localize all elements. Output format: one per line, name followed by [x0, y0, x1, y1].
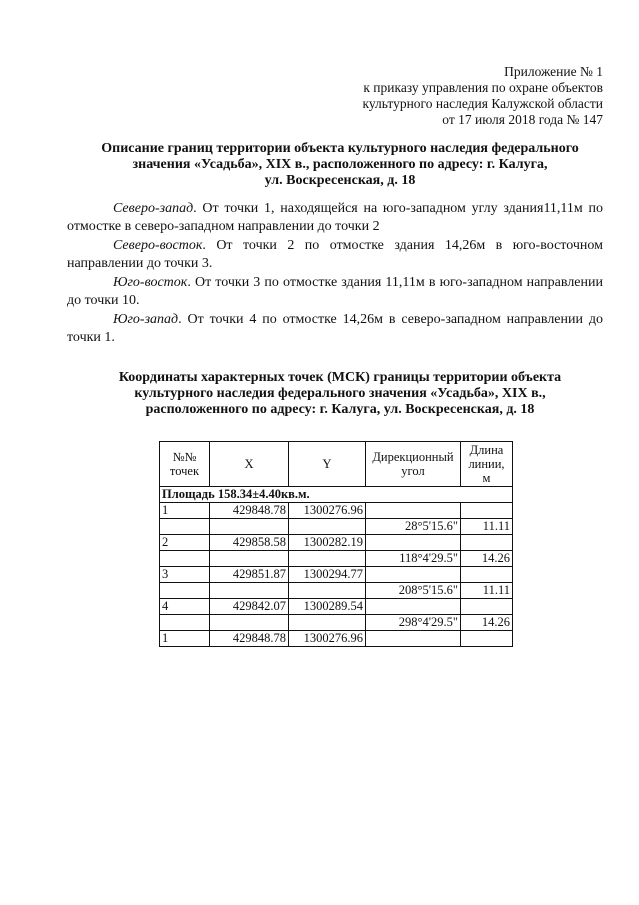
segment-angle: 118°4'29.5" — [366, 551, 461, 567]
point-number: 2 — [160, 535, 210, 551]
point-row — [160, 567, 513, 583]
point-length-empty — [461, 599, 513, 615]
point-y: 1300282.19 — [289, 535, 366, 551]
segment-row — [160, 519, 513, 535]
point-length-empty — [461, 503, 513, 519]
description-title-line: ул. Воскресенская, д. 18 — [264, 173, 416, 188]
header-y: Y — [289, 442, 366, 487]
segment-length: 11.11 — [461, 583, 513, 599]
point-length-empty — [461, 535, 513, 551]
segment-number-empty — [160, 615, 210, 631]
annex-header — [362, 64, 603, 128]
annex-order-ref: к приказу управления по охране объектов — [363, 80, 603, 95]
segment-length: 11.11 — [461, 519, 513, 535]
coordinates-title-line: Координаты характерных точек (МСК) границы территории объекта — [118, 370, 562, 385]
boundary-description — [67, 200, 603, 348]
direction-label: Юго-восток — [113, 275, 188, 290]
area-row — [160, 487, 513, 503]
point-angle-empty — [366, 535, 461, 551]
description-title-line: Описание границ территории объекта культурного наследия федерального — [101, 141, 579, 156]
point-y: 1300289.54 — [289, 599, 366, 615]
segment-row — [160, 551, 513, 567]
description-title-line: значения «Усадьба», XIX в., расположенного по адресу: г. Калуга, — [132, 157, 548, 172]
point-x: 429858.58 — [210, 535, 289, 551]
point-x: 429851.87 — [210, 567, 289, 583]
segment-length: 14.26 — [461, 615, 513, 631]
header-length: Длина линии, м — [461, 442, 513, 487]
coordinates-title-line: расположенного по адресу: г. Калуга, ул. Воскресенская, д. 18 — [145, 402, 535, 417]
boundary-text: . От точки 3 по отмостке здания 11,11м в юго-западном направлении до точки 10. — [67, 275, 603, 308]
description-title — [40, 141, 639, 189]
boundary-northeast — [67, 237, 603, 273]
point-length-empty — [461, 567, 513, 583]
annex-date: от 17 июля 2018 года № 147 — [442, 112, 603, 127]
boundary-text: . От точки 2 по отмостке здания 14,26м в юго-восточном направлении до точки 3. — [67, 238, 603, 271]
boundary-text: . От точки 1, находящейся на юго-западном углу здания11,11м по отмостке в северо-западном направлении до точки 2 — [67, 201, 603, 234]
header-angle: Дирекционный угол — [366, 442, 461, 487]
segment-x-empty — [210, 519, 289, 535]
header-points: №№ точек — [160, 442, 210, 487]
coordinates-body — [160, 503, 513, 647]
point-angle-empty — [366, 567, 461, 583]
segment-number-empty — [160, 583, 210, 599]
segment-number-empty — [160, 519, 210, 535]
header-x: X — [210, 442, 289, 487]
point-length-empty — [461, 631, 513, 647]
segment-row — [160, 583, 513, 599]
boundary-southeast — [67, 274, 603, 310]
segment-number-empty — [160, 551, 210, 567]
point-y: 1300276.96 — [289, 503, 366, 519]
point-y: 1300276.96 — [289, 631, 366, 647]
segment-y-empty — [289, 551, 366, 567]
segment-y-empty — [289, 519, 366, 535]
point-number: 1 — [160, 503, 210, 519]
point-number: 4 — [160, 599, 210, 615]
direction-label: Северо-восток — [113, 238, 203, 253]
point-angle-empty — [366, 631, 461, 647]
segment-x-empty — [210, 551, 289, 567]
point-angle-empty — [366, 599, 461, 615]
segment-angle: 298°4'29.5" — [366, 615, 461, 631]
point-row — [160, 599, 513, 615]
point-y: 1300294.77 — [289, 567, 366, 583]
segment-length: 14.26 — [461, 551, 513, 567]
boundary-southwest — [67, 311, 603, 347]
point-row — [160, 535, 513, 551]
direction-label: Юго-запад — [113, 312, 179, 327]
point-row — [160, 631, 513, 647]
annex-authority: культурного наследия Калужской области — [362, 96, 603, 111]
direction-label: Северо-запад — [113, 201, 194, 216]
segment-x-empty — [210, 615, 289, 631]
point-x: 429848.78 — [210, 631, 289, 647]
coordinates-title-line: культурного наследия федерального значения «Усадьба», XIX в., — [134, 386, 546, 401]
boundary-text: . От точки 4 по отмостке 14,26м в северо-западном направлении до точки 1. — [67, 312, 603, 345]
annex-number: Приложение № 1 — [504, 64, 603, 79]
segment-row — [160, 615, 513, 631]
segment-x-empty — [210, 583, 289, 599]
segment-angle: 208°5'15.6" — [366, 583, 461, 599]
coordinates-title — [40, 370, 639, 418]
point-number: 1 — [160, 631, 210, 647]
area-value: Площадь 158.34±4.40кв.м. — [160, 487, 513, 503]
point-number: 3 — [160, 567, 210, 583]
point-angle-empty — [366, 503, 461, 519]
segment-y-empty — [289, 615, 366, 631]
point-row — [160, 503, 513, 519]
point-x: 429848.78 — [210, 503, 289, 519]
boundary-northwest — [67, 200, 603, 236]
point-x: 429842.07 — [210, 599, 289, 615]
coordinates-table — [159, 441, 513, 647]
segment-y-empty — [289, 583, 366, 599]
table-header-row — [160, 442, 513, 487]
segment-angle: 28°5'15.6" — [366, 519, 461, 535]
